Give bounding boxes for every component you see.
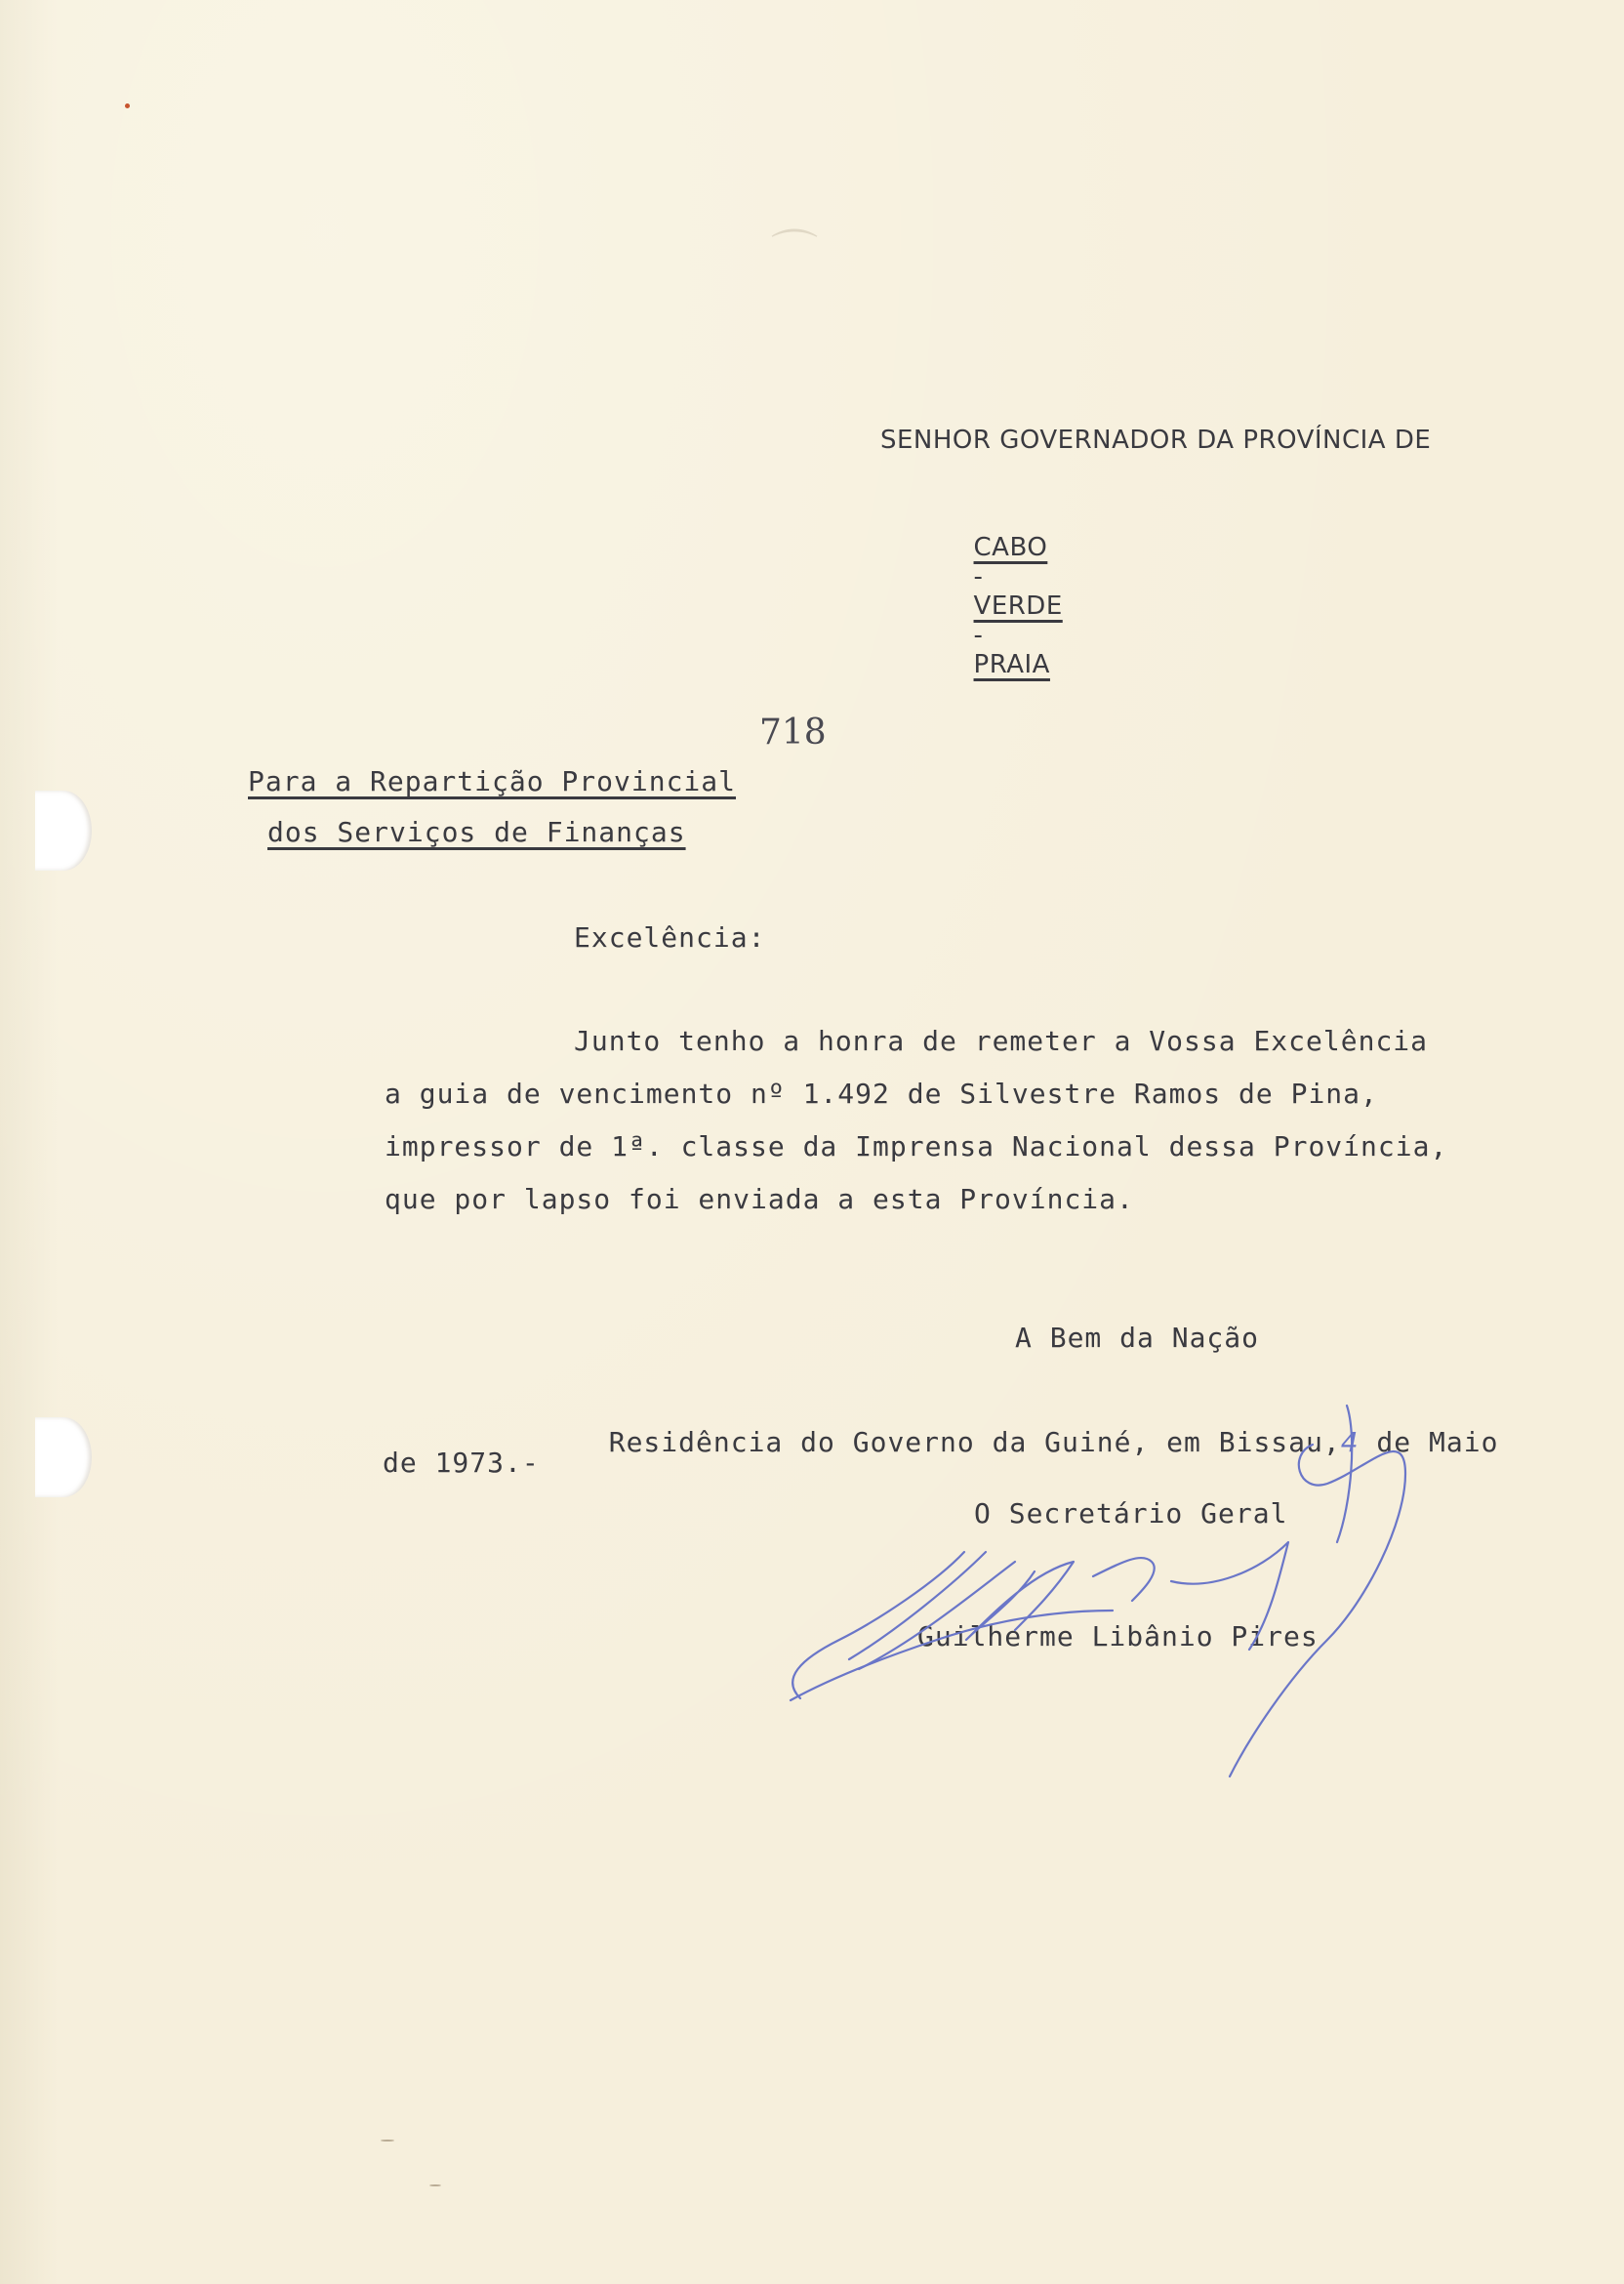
signatory-title: O Secretário Geral	[974, 1497, 1288, 1529]
handwritten-day: 4	[1340, 1426, 1360, 1458]
place-separator: -	[973, 621, 984, 650]
department-line-2: dos Serviços de Finanças	[267, 816, 686, 848]
place-separator: -	[973, 562, 984, 591]
place-verde: VERDE	[973, 591, 1063, 621]
punch-hole-bottom	[35, 1417, 92, 1497]
body-line-4: que por lapso foi enviada a esta Província.	[385, 1183, 1134, 1215]
closing: A Bem da Nação	[1015, 1322, 1260, 1354]
paper-speck	[125, 103, 130, 108]
faint-embossed-mark: ⌒	[771, 225, 819, 280]
signatory-name: Guilherme Libânio Pires	[917, 1620, 1319, 1652]
punch-hole-top	[35, 791, 92, 871]
salutation: Excelência:	[574, 921, 766, 954]
paper-speck	[429, 2184, 441, 2186]
place-date-text: Residência do Governo da Guiné, em Bissau,	[608, 1426, 1341, 1458]
body-line-3: impressor de 1ª. classe da Imprensa Nacional dessa Província,	[385, 1130, 1448, 1162]
place-date-line	[574, 1394, 1498, 1458]
paper-speck	[381, 2140, 394, 2141]
date-year: de 1973.-	[383, 1447, 540, 1479]
body-line-1: Junto tenho a honra de remeter a Vossa Excelência	[574, 1025, 1429, 1057]
body-line-2: a guia de vencimento nº 1.492 de Silvestre Ramos de Pina,	[385, 1078, 1378, 1110]
reference-number: 718	[759, 713, 827, 753]
department-line-1: Para a Repartição Provincial	[248, 765, 737, 797]
place-praia: PRAIA	[973, 650, 1050, 679]
place-cabo: CABO	[973, 533, 1048, 562]
addressee-place	[956, 504, 1063, 679]
place-date-month: de Maio	[1359, 1426, 1499, 1458]
addressee-line: SENHOR GOVERNADOR DA PROVÍNCIA DE	[880, 426, 1432, 455]
